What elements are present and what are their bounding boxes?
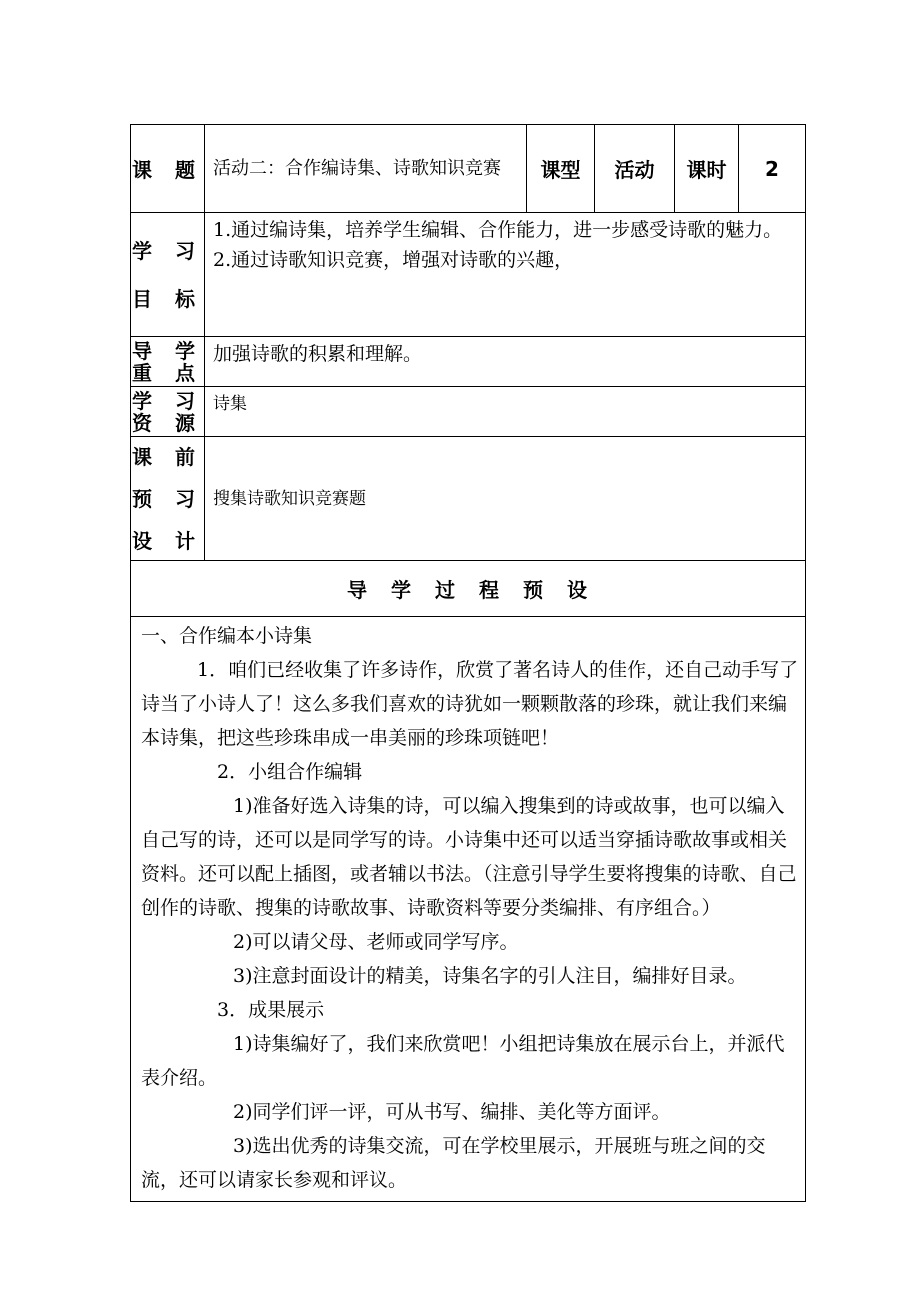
paragraph: 1)准备好选入诗集的诗，可以编入搜集到的诗或故事，也可以编入自己写的诗，还可以是同学写的诗。小诗集中还可以适当穿插诗歌故事或相关资料。还可以配上插图，或者辅以书法。（注意引导学生要将搜集的诗歌、自己创作的诗歌、搜集的诗歌故事、诗歌资料等要分类编排、有序组合。） xyxy=(141,795,797,919)
title-label: 课 题 xyxy=(131,125,205,213)
preview-label-line2: 预 习 xyxy=(132,486,203,511)
title-value: 活动二：合作编诗集、诗歌知识竞赛 xyxy=(205,125,527,213)
title-row xyxy=(131,125,806,213)
process-body-row xyxy=(131,617,806,1202)
resources-label-line1: 学 习 xyxy=(132,388,203,413)
preview-label-line1: 课 前 xyxy=(132,444,203,469)
goals-row xyxy=(131,213,806,337)
process-header: 导 学 过 程 预 设 xyxy=(131,561,806,617)
paragraph: 2)同学们评一评，可从书写、编排、美化等方面评。 xyxy=(233,1101,671,1123)
step-title: 3．成果展示 xyxy=(217,999,325,1021)
goals-value xyxy=(205,213,806,337)
paragraph: 3)选出优秀的诗集交流，可在学校里展示，开展班与班之间的交流，还可以请家长参观和评议。 xyxy=(141,1135,766,1191)
class-hours-value: 2 xyxy=(739,125,806,213)
focus-label xyxy=(131,337,205,387)
lesson-plan-document xyxy=(130,124,805,1202)
class-hours-label: 课时 xyxy=(675,125,739,213)
goals-label xyxy=(131,213,205,337)
lesson-plan-table xyxy=(130,124,806,1202)
paragraph: 1．咱们已经收集了许多诗作，欣赏了著名诗人的佳作，还自己动手写了诗当了小诗人了！这么多我们喜欢的诗犹如一颗颗散落的珍珠，就让我们来编本诗集，把这些珍珠串成一串美丽的珍珠项链吧！ xyxy=(141,659,799,749)
resources-label-line2: 资 源 xyxy=(132,410,203,435)
resources-value: 诗集 xyxy=(205,387,806,437)
paragraph: 2)可以请父母、老师或同学写序。 xyxy=(233,931,519,953)
paragraph: 1)诗集编好了，我们来欣赏吧！小组把诗集放在展示台上，并派代表介绍。 xyxy=(141,1033,785,1089)
focus-row xyxy=(131,337,806,387)
focus-label-line2: 重 点 xyxy=(132,360,203,385)
process-body xyxy=(131,617,806,1202)
preview-label-line3: 设 计 xyxy=(132,528,203,553)
goals-label-line1: 学 习 xyxy=(132,238,203,263)
preview-row xyxy=(131,437,806,561)
resources-label xyxy=(131,387,205,437)
paragraph: 3)注意封面设计的精美，诗集名字的引人注目，编排好目录。 xyxy=(233,965,747,987)
preview-value: 搜集诗歌知识竞赛题 xyxy=(205,437,806,561)
focus-value: 加强诗歌的积累和理解。 xyxy=(205,337,806,387)
goals-label-line2: 目 标 xyxy=(132,286,203,311)
step-title: 2．小组合作编辑 xyxy=(217,761,363,783)
preview-label xyxy=(131,437,205,561)
goal-item: 2.通过诗歌知识竞赛，增强对诗歌的兴趣， xyxy=(213,249,574,271)
goal-item: 1.通过编诗集，培养学生编辑、合作能力，进一步感受诗歌的魅力。 xyxy=(213,219,783,241)
resources-row xyxy=(131,387,806,437)
lesson-type-label: 课型 xyxy=(527,125,595,213)
section-title: 一、合作编本小诗集 xyxy=(141,625,313,647)
focus-label-line1: 导 学 xyxy=(132,338,203,363)
lesson-type-value: 活动 xyxy=(595,125,675,213)
process-header-row xyxy=(131,561,806,617)
